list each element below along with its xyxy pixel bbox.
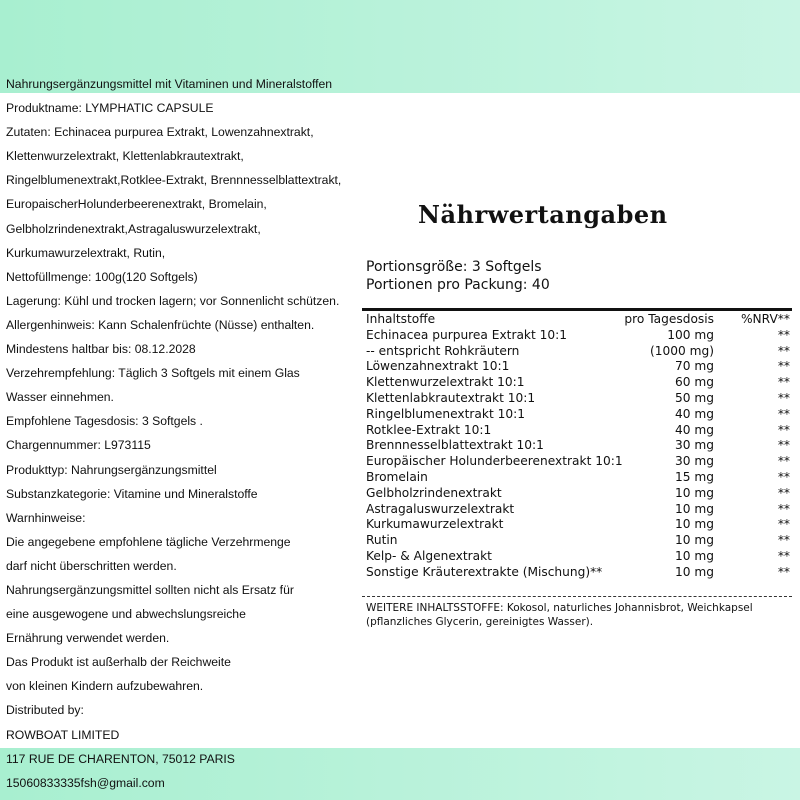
header-amount: pro Tagesdosis [624, 312, 714, 326]
info-line: Mindestens haltbar bis: 08.12.2028 [6, 342, 196, 357]
info-line: Wasser einnehmen. [6, 390, 114, 405]
panel-title: Nährwertangaben [418, 200, 668, 229]
serving-size: Portionsgröße: 3 Softgels [366, 259, 542, 275]
table-row [366, 517, 790, 533]
ingredient-name: Astragaluswurzelextrakt [366, 501, 515, 516]
ingredient-amount: 40 mg [675, 422, 714, 437]
info-line: Substanzkategorie: Vitamine und Mineralstoffe [6, 486, 258, 501]
table-row [366, 438, 790, 454]
info-line: eine ausgewogene und abwechslungsreiche [6, 607, 246, 622]
ingredient-nrv: ** [777, 469, 790, 484]
info-line: Verzehrempfehlung: Täglich 3 Softgels mit einem Glas [6, 366, 300, 381]
ingredient-amount: 10 mg [675, 548, 714, 563]
info-line: Zutaten: Echinacea purpurea Extrakt, Lowenzahnextrakt, [6, 125, 314, 140]
ingredient-nrv: ** [777, 517, 790, 532]
table-row [366, 502, 790, 518]
table-row [366, 565, 790, 581]
ingredient-nrv: ** [777, 327, 790, 342]
info-line: Das Produkt ist außerhalb der Reichweite [6, 655, 231, 670]
info-line: 15060833335fsh@gmail.com [6, 775, 165, 790]
ingredients-table [366, 312, 790, 581]
info-line: Allergenhinweis: Kann Schalenfrüchte (Nüsse) enthalten. [6, 317, 315, 332]
ingredient-amount: 30 mg [675, 438, 714, 453]
ingredient-name: Bromelain [366, 469, 428, 484]
ingredient-name: Rotklee-Extrakt 10:1 [366, 422, 492, 437]
ingredient-nrv: ** [777, 406, 790, 421]
ingredient-nrv: ** [777, 485, 790, 500]
info-line: Warnhinweise: [6, 510, 86, 525]
table-row [366, 328, 790, 344]
ingredient-nrv: ** [777, 438, 790, 453]
info-line: von kleinen Kindern aufzubewahren. [6, 679, 204, 694]
info-line: Nahrungsergänzungsmittel mit Vitaminen und Mineralstoffen [6, 77, 333, 91]
ingredient-nrv: ** [777, 454, 790, 469]
ingredient-amount: 100 mg [667, 327, 714, 342]
product-info-text [6, 72, 366, 795]
info-line: Produkttyp: Nahrungsergänzungsmittel [6, 462, 217, 477]
table-row [366, 486, 790, 502]
ingredient-amount: 15 mg [675, 469, 714, 484]
ingredient-nrv: ** [777, 533, 790, 548]
table-row [366, 423, 790, 439]
ingredient-amount: 10 mg [675, 564, 714, 579]
table-row [366, 359, 790, 375]
table-row [366, 454, 790, 470]
header-name: Inhaltstoffe [366, 312, 436, 326]
ingredient-amount: 40 mg [675, 406, 714, 421]
ingredient-name: Kelp- & Algenextrakt [366, 548, 492, 563]
table-row [366, 375, 790, 391]
table-row [366, 470, 790, 486]
ingredient-name: Europäischer Holunderbeerenextrakt 10:1 [366, 454, 623, 469]
ingredient-nrv: ** [777, 375, 790, 390]
table-row [366, 344, 790, 360]
info-line: Produktname: LYMPHATIC CAPSULE [6, 101, 214, 116]
info-line: Ernährung verwendet werden. [6, 631, 170, 646]
ingredient-nrv: ** [777, 548, 790, 563]
info-line: Kurkumawurzelextrakt, Rutin, [6, 245, 166, 260]
table-row [366, 533, 790, 549]
info-line: Nahrungsergänzungsmittel sollten nicht als Ersatz für [6, 582, 294, 597]
ingredient-nrv: ** [777, 343, 790, 358]
ingredient-name: Klettenlabkrautextrakt 10:1 [366, 390, 536, 405]
info-line: Nettofüllmenge: 100g(120 Softgels) [6, 269, 198, 284]
table-top-rule [362, 308, 792, 311]
ingredient-nrv: ** [777, 359, 790, 374]
header-nrv: %NRV** [740, 312, 790, 326]
ingredient-name: Brennnesselblattextrakt 10:1 [366, 438, 544, 453]
ingredient-name: Rutin [366, 533, 398, 548]
info-line: Die angegebene empfohlene tägliche Verzehrmenge [6, 534, 291, 549]
info-line: Klettenwurzelextrakt, Klettenlabkrautextrakt, [6, 149, 244, 164]
ingredient-name: -- entspricht Rohkräutern [366, 343, 520, 358]
ingredient-name: Gelbholzrindenextrakt [366, 485, 502, 500]
table-bottom-rule [362, 596, 792, 597]
ingredient-amount: 10 mg [675, 517, 714, 532]
info-line: Distributed by: [6, 703, 84, 718]
info-line: darf nicht überschritten werden. [6, 558, 177, 573]
table-row [366, 407, 790, 423]
table-header-row [366, 312, 790, 328]
info-line: 117 RUE DE CHARENTON, 75012 PARIS [6, 751, 235, 766]
ingredient-amount: 70 mg [675, 359, 714, 374]
info-line: Empfohlene Tagesdosis: 3 Softgels . [6, 414, 203, 429]
ingredient-nrv: ** [777, 422, 790, 437]
ingredient-amount: 50 mg [675, 390, 714, 405]
ingredient-amount: (1000 mg) [649, 343, 714, 358]
ingredient-amount: 10 mg [675, 501, 714, 516]
ingredient-name: Kurkumawurzelextrakt [366, 517, 504, 532]
info-line: Chargennummer: L973115 [6, 438, 151, 453]
ingredient-nrv: ** [777, 390, 790, 405]
ingredient-amount: 60 mg [675, 375, 714, 390]
ingredient-name: Klettenwurzelextrakt 10:1 [366, 375, 525, 390]
table-row [366, 391, 790, 407]
ingredient-name: Ringelblumenextrakt 10:1 [366, 406, 525, 421]
serving-info [366, 258, 550, 294]
ingredient-name: Löwenzahnextrakt 10:1 [366, 359, 510, 374]
servings-per-pack: Portionen pro Packung: 40 [366, 277, 550, 293]
info-line: Ringelblumenextrakt,Rotklee-Extrakt, Brennnesselblattextrakt, [6, 173, 342, 188]
info-line: EuropaischerHolunderbeerenextrakt, Bromelain, [6, 197, 267, 212]
table-row [366, 549, 790, 565]
ingredient-amount: 10 mg [675, 485, 714, 500]
ingredient-nrv: ** [777, 501, 790, 516]
ingredient-name: Echinacea purpurea Extrakt 10:1 [366, 327, 568, 342]
ingredient-amount: 10 mg [675, 533, 714, 548]
additional-ingredients: WEITERE INHALTSSTOFFE: Kokosol, naturliches Johannisbrot, Weichkapsel (pflanzliches Glycerin, gereinigtes Wasser). [366, 602, 753, 628]
info-line: Gelbholzrindenextrakt,Astragaluswurzelextrakt, [6, 221, 261, 236]
info-line: Lagerung: Kühl und trocken lagern; vor Sonnenlicht schützen. [6, 293, 340, 308]
info-line: ROWBOAT LIMITED [6, 727, 120, 742]
ingredient-nrv: ** [777, 564, 790, 579]
ingredient-amount: 30 mg [675, 454, 714, 469]
ingredient-name: Sonstige Kräuterextrakte (Mischung)** [366, 564, 603, 579]
